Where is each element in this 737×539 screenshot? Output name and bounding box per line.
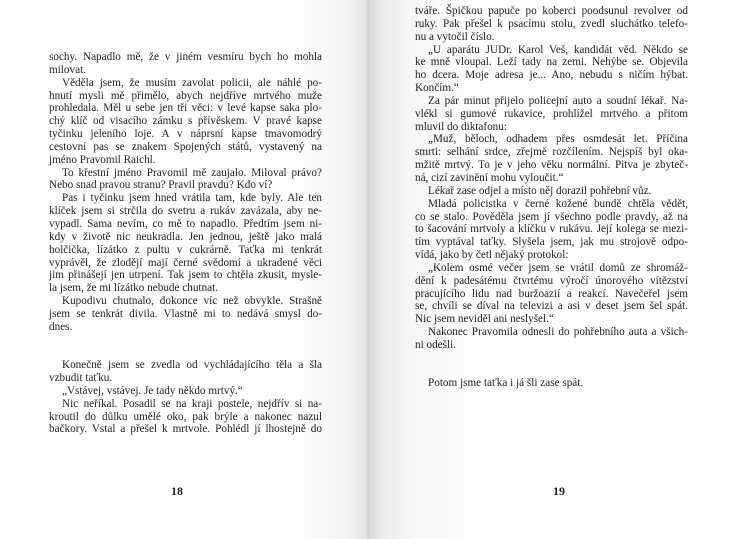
text-line: kdy v životě nic neukradla. Jen jednou, ještě jako malá — [49, 230, 322, 243]
text-line: tváře. Špičkou papuče po koberci poodsunul revolver od — [415, 5, 688, 17]
text-line: tím vyptával taťky. Slyšela jsem, jak mu strojově odpo- — [415, 236, 688, 249]
blank-line — [49, 346, 322, 359]
text-line: „Vstávej, vstávej. Je tady někdo mrtvý.“ — [62, 384, 243, 397]
text-line: to šacování mrtvoly a klíčku v rukávu. Její kolega se mezi- — [415, 223, 688, 236]
text-line: pracujícího lidu nad buržoazií a reakcí. Navečeřel jsem — [415, 287, 688, 300]
text-line: sochy. Napadlo mě, že v jiném vesmíru bych ho mohla — [49, 51, 322, 63]
text-line: vyprávěl, že zlodějí mají černé svědomí a ukradené věci — [49, 256, 322, 269]
blank-line — [415, 365, 688, 378]
text-line: Za pár minut přijelo policejní auto a soudní lékař. Na- — [428, 94, 688, 107]
text-line: holčička, lízátko z pultu v cukrárně. Taťka mi tenkrát — [49, 243, 322, 256]
text-line: Konečně jsem se zvedla od vychládajícího těla a šla — [62, 359, 322, 372]
text-line: ruky. Pak přešel k psacímu stolu, zvedl sluchátko telefo- — [415, 17, 688, 30]
blank-line — [49, 334, 322, 347]
text-line: „Kolem osmé večer jsem se vrátil domů ze shromáž- — [428, 261, 688, 274]
text-line: kroutil do důlku umělé oko, pak brýle a nakonec nazul — [49, 410, 322, 423]
text-line: jméno Pravomil Raichl. — [49, 153, 156, 166]
text-line: vzbudit taťku. — [49, 372, 113, 385]
text-line: bačkory. Vstal a přešel k mrtvole. Pohlédl jí lhostejně do — [49, 423, 322, 436]
text-line: To křestní jméno Pravomil mě zaujalo. Miloval právo? — [62, 166, 322, 179]
text-line: Potom jsme taťka i já šli zase spát. — [428, 377, 584, 390]
text-line: se, chvíli se díval na televizi a asi v deset jsem šel spát. — [415, 300, 688, 313]
text-line: hnutí mysli mě přimělo, abych nejdříve mrtvého muže — [49, 89, 322, 102]
text-line: ke mně vloupal. Leží tady na zemi. Nehýbe se. Objevila — [415, 56, 688, 69]
right-page-text — [415, 5, 688, 390]
text-line: vídá, jako by četl nějaký protokol: — [415, 249, 569, 262]
text-line: Nebo snad pravou stranu? Pravil pravdu? Kdo ví? — [49, 179, 273, 192]
text-line: milovat. — [49, 63, 86, 76]
text-line: dnes. — [49, 320, 73, 333]
text-line: chý klíč od visacího zámku s přívěskem. V pravé kapse — [49, 115, 322, 128]
text-line: prohledala. Měl u sebe jen tři věci: v levé kapse saka plo- — [49, 102, 322, 115]
text-line: smrti: selhání srdce, zřejmě rozčílením. Nejspíš byl oka- — [415, 146, 688, 159]
text-line: klíček jsem si strčila do svetru a rukáv zavázala, aby ne- — [49, 205, 322, 218]
text-line: ná, cizí zavinění mohu vyloučit.“ — [415, 171, 564, 184]
text-line: ho dcera. Moje adresa je... Ano, nebudu s ničím hýbat. — [415, 69, 688, 82]
text-line: jsem se tenkrát divila. Vlastně mi to nedává smysl do- — [49, 307, 322, 320]
text-line: mluvil do diktafonu: — [415, 120, 507, 133]
text-line: Nic jsem neviděl ani neslyšel.“ — [415, 313, 554, 326]
text-line: Končím.“ — [415, 82, 459, 95]
left-page — [0, 0, 366, 539]
text-line: „U aparátu JUDr. Karol Veš, kandidát věd. Někdo se — [428, 43, 688, 56]
text-line: Nic neříkal. Posadil se na kraji postele, nejdřív si na- — [62, 397, 322, 410]
blank-line — [415, 352, 688, 365]
text-line: cestovní pas se znakem Spojených států, vystavený na — [49, 140, 322, 153]
text-line: nu a vytočil číslo. — [415, 30, 495, 43]
text-line: Nakonec Pravomila odnesli do pohřebního auta a všich- — [428, 326, 688, 339]
text-line: Lékař zase odjel a místo něj dorazil pohřební vůz. — [428, 184, 652, 197]
text-line: mžitě mrtvý. To je v jeho věku normální. Pitva je zbyteč- — [415, 159, 688, 172]
page-number-right: 19 — [553, 484, 565, 498]
text-line: tyčinku jeleního loje. A v náprsní kapse tmavomodrý — [49, 128, 322, 141]
text-line: jim přinášejí jen utrpení. Tak jsem to chtěla zkusit, mysle- — [49, 269, 322, 282]
text-line: vlékl si gumové rukavice, prohlížel mrtvého a přitom — [415, 107, 688, 120]
text-line: dění k padesátému čtvrtému výročí únorového vítězství — [415, 274, 688, 287]
text-line: Věděla jsem, že musím zavolat policii, ale náhlé po- — [62, 76, 322, 89]
text-line: Pas i tyčinku jsem hned vrátila tam, kde byly. Ale ten — [62, 192, 322, 205]
right-page — [370, 0, 737, 539]
text-line: „Muž, běloch, odhadem přes osmdesát let. Příčina — [428, 133, 688, 146]
page-number-left: 18 — [171, 484, 183, 498]
text-line: vypadl. Sama nevím, co mě to napadlo. Předtím jsem ni- — [49, 217, 322, 230]
text-line: la jsem, že mi lízátko nebude chutnat. — [49, 282, 218, 295]
text-line: Kupodivu chutnalo, dokonce víc než obvykle. Strašně — [62, 295, 322, 308]
text-line: co se stalo. Pověděla jsem jí všechno podle pravdy, až na — [415, 210, 688, 223]
left-page-text — [49, 51, 322, 436]
text-line: Mladá policistka v černé kožené bundě chtěla vědět, — [428, 197, 688, 210]
text-line: ni odešli. — [415, 338, 457, 351]
